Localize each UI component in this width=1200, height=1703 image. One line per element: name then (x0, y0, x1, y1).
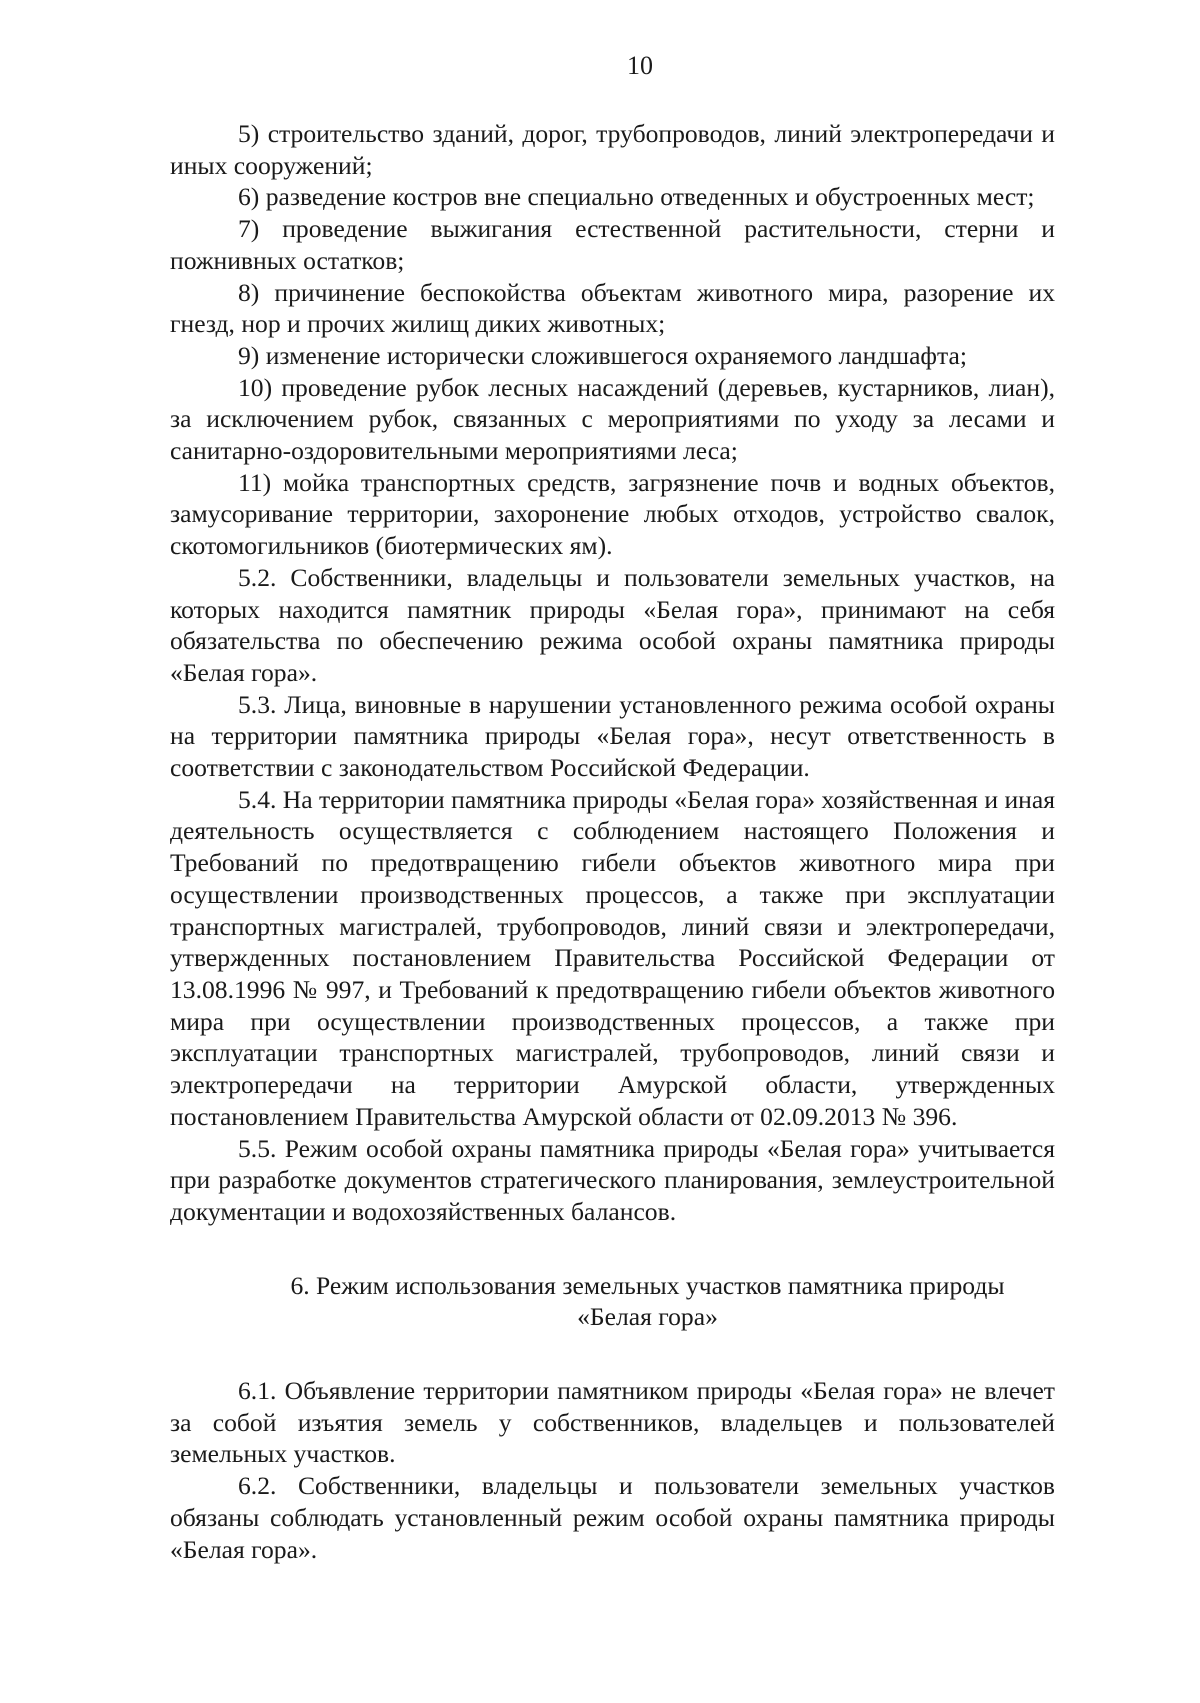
clause-5-4: 5.4. На территории памятника природы «Белая гора» хозяйственная и иная деятельность осуществляется с соблюдением настоящего Положения и Требований по предотвращению гибели объектов животного мира при осуществлении производственных процессов, а также при эксплуатации транспортных магистралей, трубопроводов, линий связи и электропередачи, утвержденных постановлением Правительства Российской Федерации от 13.08.1996 № 997, и Требований к предотвращению гибели объектов животного мира при осуществлении производственных процессов, а также при эксплуатации транспортных магистралей, трубопроводов, линий связи и электропередачи на территории Амурской области, утвержденных постановлением Правительства Амурской области от 02.09.2013 № 396. (170, 784, 1055, 1131)
list-item-5: 5) строительство зданий, дорог, трубопроводов, линий электропередачи и иных сооружений; (170, 119, 1055, 180)
page-number: 10 (627, 51, 653, 80)
list-item-7: 7) проведение выжигания естественной растительности, стерни и пожнивных остатков; (170, 214, 1055, 275)
list-item-11: 11) мойка транспортных средств, загрязнение почв и водных объектов, замусоривание территории, захоронение любых отходов, устройство свалок, скотомогильников (биотермических ям). (170, 467, 1055, 561)
list-item-6: 6) разведение костров вне специально отведенных и обустроенных мест; (238, 182, 1035, 212)
list-item-8: 8) причинение беспокойства объектам животного мира, разорение их гнезд, нор и прочих жилищ диких животных; (170, 277, 1055, 339)
document-body (170, 118, 1055, 1565)
list-item-10: 10) проведение рубок лесных насаждений (деревьев, кустарников, лиан), за исключением рубок, связанных с мероприятиями по уходу за лесами и санитарно-оздоровительными мероприятиями леса; (170, 372, 1055, 466)
clause-6-1: 6.1. Объявление территории памятником природы «Белая гора» не влечет за собой изъятия земель у собственников, владельцев и пользователей земельных участков. (170, 1376, 1055, 1469)
list-item-9: 9) изменение исторически сложившегося охраняемого ландшафта; (238, 340, 967, 370)
clause-5-2: 5.2. Собственники, владельцы и пользователи земельных участков, на которых находится памятник природы «Белая гора», принимают на себя обязательства по обеспечению режима особой охраны памятника природы «Белая гора». (170, 562, 1055, 687)
clause-5-5: 5.5. Режим особой охраны памятника природы «Белая гора» учитывается при разработке документов стратегического планирования, землеустроительной документации и водохозяйственных балансов. (170, 1133, 1055, 1226)
section-heading-line-1: 6. Режим использования земельных участков памятника природы (290, 1270, 1005, 1300)
section-heading-line-2: «Белая гора» (577, 1302, 718, 1332)
clause-5-3: 5.3. Лица, виновные в нарушении установленного режима особой охраны на территории памятника природы «Белая гора», несут ответственность в соответствии с законодательством Российской Федерации. (170, 689, 1055, 783)
clause-6-2: 6.2. Собственники, владельцы и пользователи земельных участков обязаны соблюдать установленный режим особой охраны памятника природы «Белая гора». (170, 1471, 1055, 1564)
section-heading (170, 1270, 1055, 1333)
